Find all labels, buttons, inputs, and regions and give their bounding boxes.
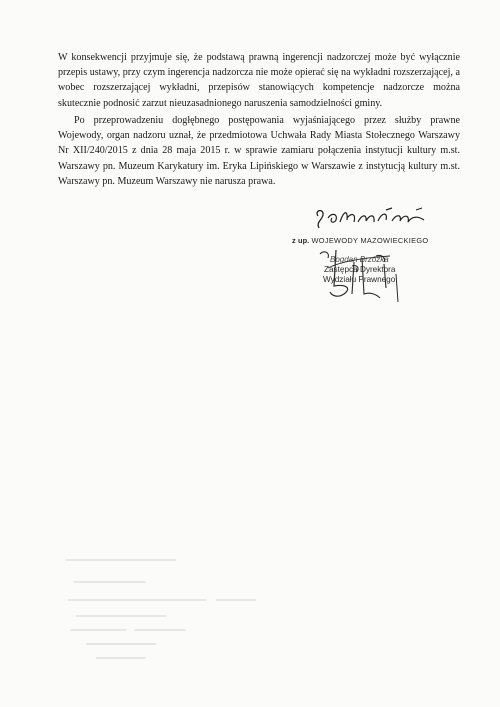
handwritten-signature xyxy=(312,206,432,232)
stamp-department: Wydziału Prawnego xyxy=(323,275,396,284)
paragraph-rozstrzygniecie: Po przeprowadzeniu dogłębnego postępowania wyjaśniającego przez służby prawne Wojewody, organ nadzoru uznał, że przedmiotowa Uchwała Rady Miasta Stołecznego Warszawy Nr XII/240/2015 z dnia 28 maja 2015 r. w sprawie zamiaru połączenia instytucji kultury m.st. Warszawy pn. Muzeum Karykatury im. Eryka Lipińskiego w Warszawie z instytucją kultury m.st. Warszawy pn. Muzeum Warszawy nie narusza prawa. xyxy=(58,115,460,187)
stamp-authority: WOJEWODY MAZOWIECKIEGO xyxy=(311,236,429,245)
bleed-through-marks xyxy=(56,520,316,670)
stamp-role: Zastępca Dyrektora xyxy=(324,265,396,274)
stamp-prefix: z up. xyxy=(292,236,310,245)
signature-scrawl xyxy=(300,244,430,304)
paragraph-konsekwencje: W konsekwencji przyjmuje się, że podstawą prawną ingerencji nadzorczej może być wyłącznie przepis ustawy, przy czym ingerencja nadzorcza nie może opierać się na wykładni rozszerzającej, a wobec rozszerzającej wykładni, przepisów stanowiących kompetencje nadzorcze można skutecznie podnosić zarzut nieuzasadnionego naruszenia samodzielności gminy. xyxy=(58,52,460,109)
stamp-name: Bogdan Brzózka xyxy=(330,255,389,264)
